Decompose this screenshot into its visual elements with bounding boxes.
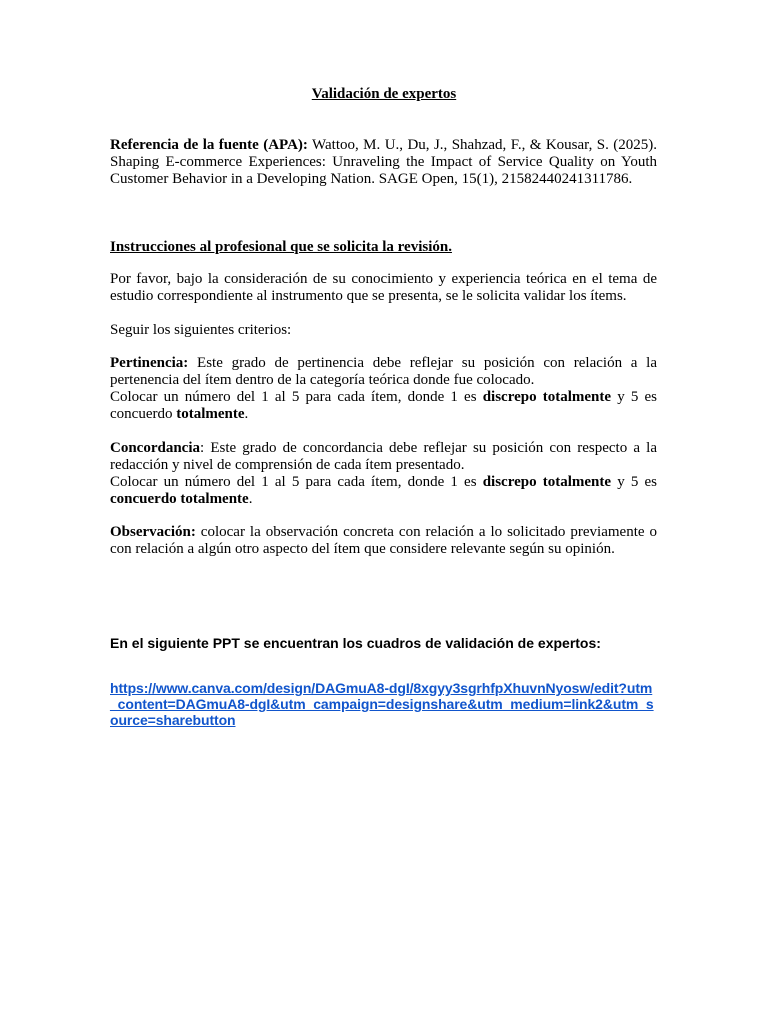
concordancia-scale-bold1: discrepo totalmente [482,474,612,490]
pertinencia-scale-prefix: Colocar un número del 1 al 5 para cada ítem, donde 1 es [110,389,483,405]
ppt-heading-text: En el siguiente PPT se encuentran los cuadros de validación de expertos: [110,635,601,651]
concordancia-scale-prefix: Colocar un número del 1 al 5 para cada ítem, donde 1 es [110,474,483,490]
ppt-link[interactable]: https://www.canva.com/design/DAGmuA8-dgI/8xgyy3sgrhfpXhuvnNyosw/edit?utm_content=DAGmuA8-dgI&utm_campaign=designshare&utm_medium=link2&utm_source=sharebutton [110,680,654,728]
reference-paragraph [110,137,657,188]
pertinencia-scale-end: . [244,406,249,422]
pertinencia-scale-mid: y 5 es concuerdo [110,389,657,422]
pertinencia-scale-bold1: discrepo totalmente [482,389,612,405]
pertinencia-scale-bold2: totalmente [176,406,245,422]
observacion-text: colocar la observación concreta con relación a lo solicitado previamente o con relación a algún otro aspecto del ítem que considere relevante según su opinión. [110,524,657,557]
concordancia-text: : Este grado de concordancia debe reflejar su posición con respecto a la redacción y nivel de comprensión de cada ítem presentado. [110,440,657,473]
pertinencia-text: Este grado de pertinencia debe reflejar su posición con relación a la pertenencia del ítem dentro de la categoría teórica donde fue colocado. [110,355,657,388]
document-title: Validación de expertos [311,86,457,102]
reference-text: Wattoo, M. U., Du, J., Shahzad, F., & Kousar, S. (2025). Shaping E-commerce Experiences: Unraveling the Impact of Service Quality on Youth Customer Behavior in a Developing Nation. SAGE Open, 15(1), 21582440241311786. [110,137,657,187]
concordancia-section [110,440,657,508]
criteria-intro [110,322,657,339]
concordancia-scale-bold2: concuerdo totalmente [110,491,249,507]
pertinencia-label: Pertinencia: [110,355,189,371]
ppt-heading [110,635,657,651]
intro-text: Por favor, bajo la consideración de su conocimiento y experiencia teórica en el tema de estudio correspondiente al instrumento que se presenta, se le solicita validar los ítems. [110,271,657,304]
ppt-link-block [110,680,655,728]
intro-paragraph [110,271,657,305]
criteria-intro-text: Seguir los siguientes criterios: [110,322,292,338]
concordancia-scale-mid: y 5 es [611,474,657,490]
concordancia-scale-end: . [248,491,253,507]
observacion-label: Observación: [110,524,196,540]
pertinencia-section [110,355,657,423]
instructions-heading [110,239,657,256]
concordancia-label: Concordancia [110,440,200,456]
observacion-section [110,524,657,558]
reference-label: Referencia de la fuente (APA): [110,137,308,153]
instructions-heading-text: Instrucciones al profesional que se solicita la revisión. [110,239,452,255]
